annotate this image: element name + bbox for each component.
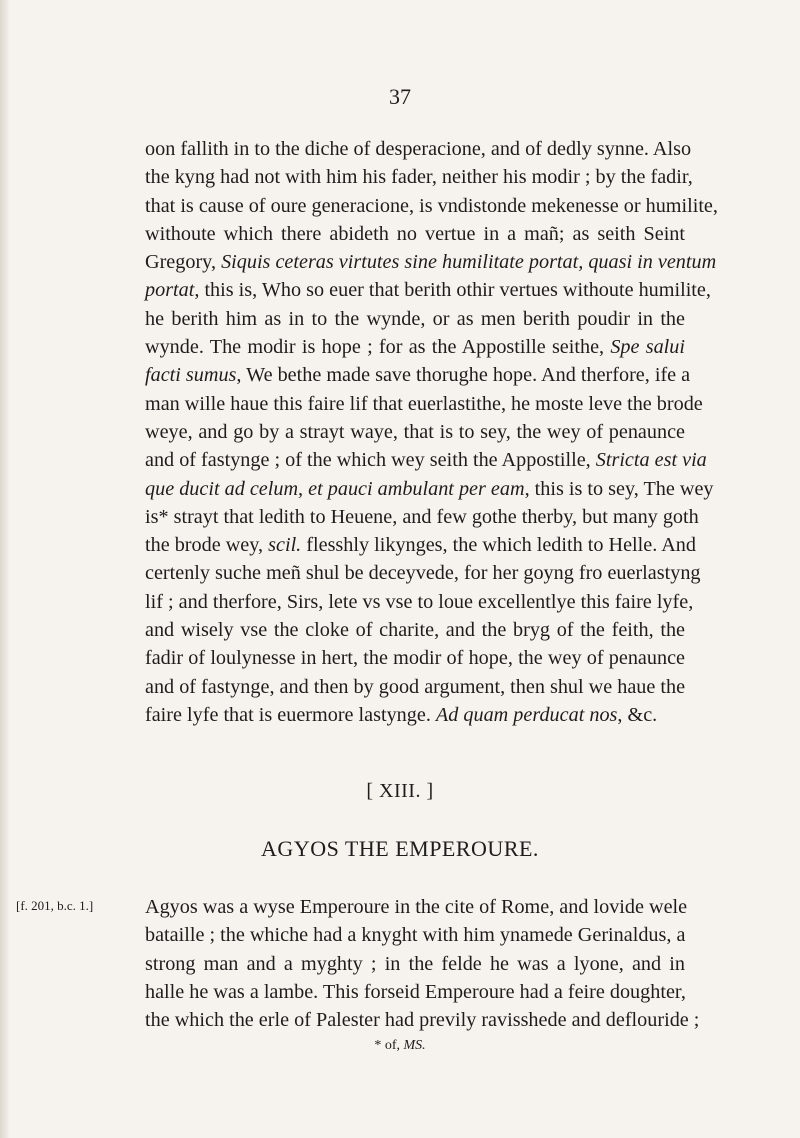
text-line (145, 361, 691, 389)
text-segment: flesshly likynges, the which ledith to Helle. And (301, 534, 696, 557)
text-segment: halle he was a lambe. This forseid Emperoure had a feire doughter, (145, 980, 686, 1003)
text-line (145, 418, 685, 446)
latin-quote: que ducit ad celum, et pauci ambulant per eam (145, 477, 525, 500)
text-line (145, 390, 703, 418)
latin-quote: facti sumus (145, 364, 237, 387)
latin-quote: portat (145, 279, 195, 302)
text-line (145, 192, 718, 220)
paragraph-chapter-text (145, 893, 700, 1034)
text-segment: , We bethe made save thorughe hope. And therfore, ife a (236, 364, 691, 387)
text-line (145, 559, 701, 587)
text-line (145, 921, 685, 949)
text-line (145, 333, 685, 361)
latin-quote: Spe salui (610, 336, 685, 359)
text-line (145, 220, 685, 248)
text-line (145, 673, 685, 701)
text-segment: wynde. The modir is hope ; for as the Appostille seithe, (145, 336, 611, 359)
text-segment: withoute which there abideth no vertue in a mañ; as seith Seint (145, 222, 685, 245)
footnote-text: of, (384, 1038, 404, 1053)
text-segment: lif ; and therfore, Sirs, lete vs vse to loue excellentlye this faire lyfe, (145, 590, 694, 613)
text-segment: fadir of loulynesse in hert, the modir of hope, the wey of penaunce (145, 647, 685, 670)
text-line (145, 531, 696, 559)
text-segment: bataille ; the whiche had a knyght with him ynamede Gerinaldus, a (145, 924, 686, 947)
text-line (145, 701, 685, 729)
text-line (145, 276, 711, 304)
text-segment: , this is, Who so euer that berith othir vertues withoute humilite, (194, 279, 711, 302)
text-segment: certenly suche meñ shul be deceyvede, for her goyng fro euerlastyng (145, 562, 701, 585)
footnote (0, 1038, 800, 1054)
text-segment: the which the erle of Palester had previly ravisshede and deflouride ; (145, 1009, 700, 1032)
paragraph-main-text (145, 135, 718, 729)
text-line (145, 503, 699, 531)
page-gutter-shadow (0, 0, 10, 1138)
latin-quote: Siquis ceteras virtutes sine humilitate portat, quasi in ventum (221, 251, 717, 274)
text-line (145, 644, 685, 672)
text-line (145, 135, 692, 163)
text-line (145, 446, 707, 474)
text-segment: , &c. (617, 703, 658, 726)
text-segment: Agyos was a wyse Emperoure in the cite of Rome, and lovide wele (145, 896, 688, 918)
text-segment: and wisely vse the cloke of charite, and the bryg of the feith, the (145, 619, 685, 642)
page-number: 37 (389, 84, 411, 109)
chapter-title: AGYOS THE EMPEROURE. (261, 836, 539, 861)
text-segment: the brode wey, (145, 534, 269, 557)
text-segment: is* strayt that ledith to Heuene, and few gothe therby, but many goth (145, 505, 699, 528)
text-segment: weye, and go by a strayt waye, that is to sey, the wey of penaunce (145, 420, 685, 443)
text-line (145, 163, 693, 191)
text-line (145, 475, 714, 503)
text-segment: oon fallith in to the diche of desperacione, and of dedly synne. Also (145, 138, 692, 160)
latin-quote: Stricta est via (595, 449, 707, 472)
text-segment: that is cause of oure generacione, is vndistonde mekenesse or humilite, (145, 194, 718, 217)
text-line (145, 305, 685, 333)
text-line (145, 1006, 700, 1034)
text-line (145, 248, 717, 276)
footnote-source: MS. (403, 1038, 426, 1053)
text-line (145, 616, 685, 644)
text-line (145, 588, 694, 616)
text-line (145, 893, 688, 921)
text-segment: he berith him as in to the wynde, or as men berith poudir in the (145, 307, 685, 330)
latin-quote: Ad quam perducat nos (435, 703, 618, 726)
text-line (145, 950, 685, 978)
text-line (145, 978, 685, 1006)
text-segment: , this is to sey, The wey (524, 477, 714, 500)
text-segment: man wille haue this faire lif that euerlastithe, he moste leve the brode (145, 392, 703, 415)
text-segment: strong man and a myghty ; in the felde he was a lyone, and in (145, 952, 685, 975)
text-segment: and of fastynge ; of the which wey seith the Appostille, (145, 449, 596, 472)
chapter-number: [ XIII. ] (366, 780, 434, 802)
text-segment: the kyng had not with him his fader, neither his modir ; by the fadir, (145, 166, 693, 189)
text-segment: Gregory, (145, 251, 222, 274)
text-segment: faire lyfe that is euermore lastynge. (145, 703, 436, 726)
text-segment: and of fastynge, and then by good argument, then shul we haue the (145, 675, 686, 698)
margin-reference-note: [f. 201, b.c. 1.] (16, 898, 94, 913)
latin-quote: scil. (268, 534, 302, 557)
footnote-marker: * (374, 1038, 382, 1053)
